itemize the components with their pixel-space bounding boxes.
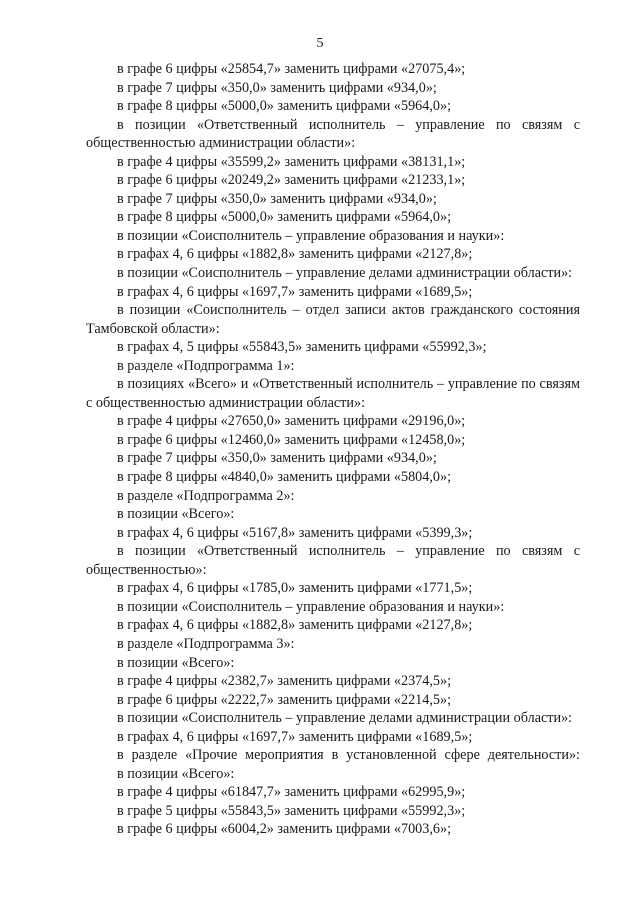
paragraph: в графе 4 цифры «27650,0» заменить цифрами «29196,0»; bbox=[117, 413, 466, 430]
paragraph: в графе 7 цифры «350,0» заменить цифрами «934,0»; bbox=[117, 79, 437, 96]
paragraph: в графе 8 цифры «5000,0» заменить цифрами «5964,0»; bbox=[117, 98, 452, 115]
page-number: 5 bbox=[316, 36, 324, 51]
paragraph: в графах 4, 6 цифры «5167,8» заменить цифрами «5399,3»; bbox=[117, 524, 473, 541]
paragraph: в графах 4, 6 цифры «1697,7» заменить цифрами «1689,5»; bbox=[117, 728, 473, 745]
paragraph: в разделе «Подпрограмма 2»: bbox=[117, 487, 295, 504]
paragraph: в графах 4, 6 цифры «1882,8» заменить цифрами «2127,8»; bbox=[117, 246, 473, 263]
paragraph: в позиции «Соисполнитель – управление делами администрации области»: bbox=[117, 265, 573, 282]
paragraph: в графе 4 цифры «35599,2» заменить цифрами «38131,1»; bbox=[117, 153, 466, 170]
paragraph: в графе 7 цифры «350,0» заменить цифрами «934,0»; bbox=[117, 190, 437, 207]
paragraph: в позиции «Всего»: bbox=[117, 506, 235, 523]
paragraph: в графах 4, 6 цифры «1785,0» заменить цифрами «1771,5»; bbox=[117, 580, 473, 597]
paragraph: в позициях «Всего» и «Ответственный исполнитель – управление по связям с общественностью администрации области»: bbox=[86, 376, 580, 411]
paragraph: в позиции «Ответственный исполнитель – управление по связям с общественностью»: bbox=[86, 543, 580, 578]
paragraph: в графах 4, 5 цифры «55843,5» заменить цифрами «55992,3»; bbox=[117, 339, 487, 356]
paragraph: в разделе «Подпрограмма 3»: bbox=[117, 635, 295, 652]
paragraph: в графе 6 цифры «2222,7» заменить цифрами «2214,5»; bbox=[117, 691, 452, 708]
paragraph: в позиции «Ответственный исполнитель – управление по связям с общественностью администрации области»: bbox=[86, 116, 580, 152]
paragraph: в графах 4, 6 цифры «1697,7» заменить цифрами «1689,5»; bbox=[117, 283, 473, 300]
paragraph: в разделе «Прочие мероприятия в установленной сфере деятельности»: bbox=[117, 747, 580, 764]
paragraph: в графе 6 цифры «25854,7» заменить цифрами «27075,4»; bbox=[117, 61, 466, 77]
paragraph: в позиции «Соисполнитель – отдел записи актов гражданского состояния Тамбовской области»: bbox=[86, 302, 580, 337]
paragraph: в графе 6 цифры «20249,2» заменить цифрами «21233,1»; bbox=[117, 172, 466, 189]
paragraph: в графе 4 цифры «61847,7» заменить цифрами «62995,9»; bbox=[117, 784, 466, 801]
document-body bbox=[86, 60, 580, 839]
paragraph: в графе 6 цифры «12460,0» заменить цифрами «12458,0»; bbox=[117, 431, 466, 448]
paragraph: в графе 5 цифры «55843,5» заменить цифрами «55992,3»; bbox=[117, 802, 466, 819]
paragraph: в графе 4 цифры «2382,7» заменить цифрами «2374,5»; bbox=[117, 673, 452, 690]
paragraph: в графе 7 цифры «350,0» заменить цифрами «934,0»; bbox=[117, 450, 437, 467]
paragraph: в графе 8 цифры «5000,0» заменить цифрами «5964,0»; bbox=[117, 209, 452, 226]
paragraph: в позиции «Соисполнитель – управление образования и науки»: bbox=[117, 227, 505, 244]
paragraph: в графе 8 цифры «4840,0» заменить цифрами «5804,0»; bbox=[117, 469, 452, 486]
paragraph: в позиции «Соисполнитель – управление образования и науки»: bbox=[117, 598, 505, 615]
paragraph: в графе 6 цифры «6004,2» заменить цифрами «7003,6»; bbox=[117, 821, 452, 838]
paragraph: в графах 4, 6 цифры «1882,8» заменить цифрами «2127,8»; bbox=[117, 617, 473, 634]
paragraph: в позиции «Соисполнитель – управление делами администрации области»: bbox=[117, 710, 573, 727]
paragraph: в позиции «Всего»: bbox=[117, 654, 235, 671]
paragraph: в позиции «Всего»: bbox=[117, 765, 235, 782]
paragraph: в разделе «Подпрограмма 1»: bbox=[117, 357, 295, 374]
